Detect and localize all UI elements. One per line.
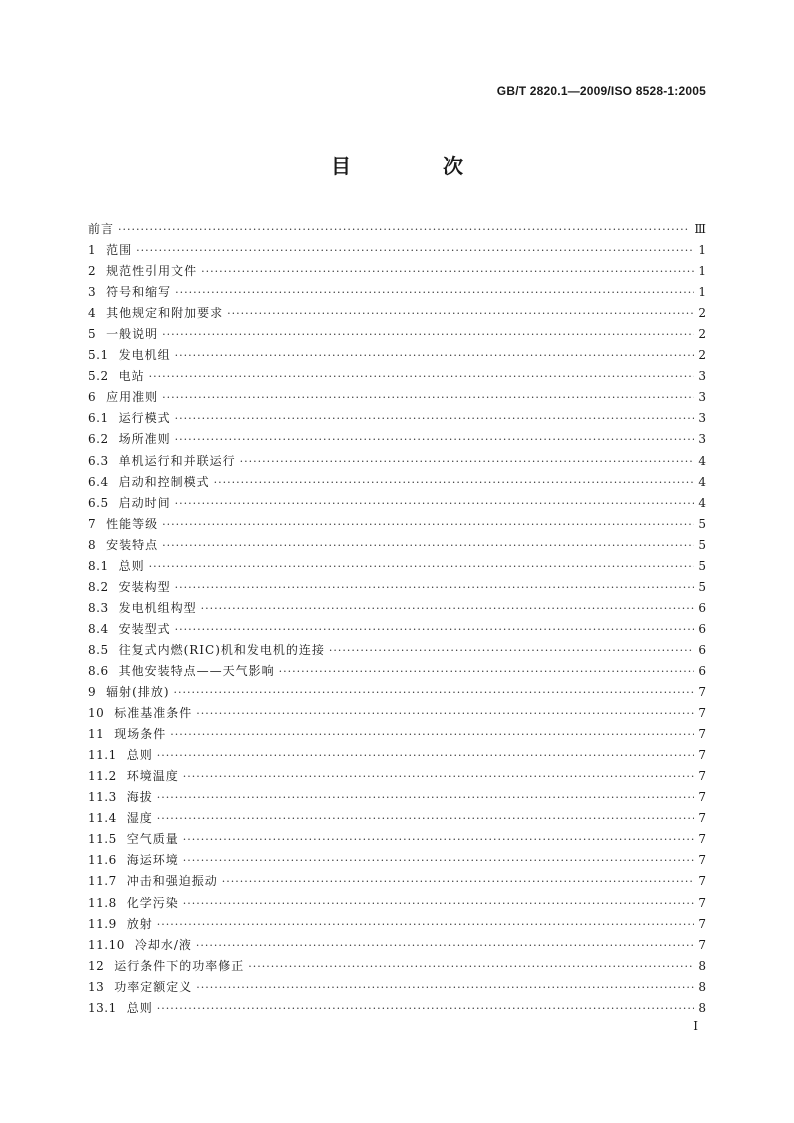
toc-entry[interactable] xyxy=(88,577,706,598)
toc-entry-number: 13 xyxy=(88,979,105,994)
toc-entry[interactable] xyxy=(88,766,706,787)
toc-entry-number: 11 xyxy=(88,727,105,742)
page-number: I xyxy=(693,1019,698,1033)
toc-entry-title: 一般说明 xyxy=(106,327,159,342)
toc-entry-number: 5 xyxy=(88,327,97,342)
toc-entry[interactable] xyxy=(88,282,706,303)
toc-entry-page: 5 xyxy=(698,558,706,573)
toc-entry-title: 湿度 xyxy=(126,811,153,826)
toc-dot-leader xyxy=(196,703,694,724)
toc-entry-number: 8.4 xyxy=(88,621,109,636)
toc-entry-number: 8.2 xyxy=(88,579,109,594)
toc-entry-page: 8 xyxy=(698,1000,706,1015)
document-code: GB/T 2820.1—2009/ISO 8528-1:2005 xyxy=(496,84,706,98)
toc-dot-leader xyxy=(157,745,694,766)
toc-entry[interactable] xyxy=(88,787,706,808)
toc-dot-leader xyxy=(157,914,694,935)
toc-entry-title: 海运环境 xyxy=(126,853,179,868)
toc-entry[interactable] xyxy=(88,661,706,682)
toc-entry-title: 其他规定和附加要求 xyxy=(106,306,224,321)
toc-entry-title: 前言 xyxy=(88,222,115,236)
toc-entry-page: 1 xyxy=(698,243,706,258)
toc-dot-leader xyxy=(183,893,694,914)
toc-dot-leader xyxy=(162,387,694,408)
toc-entry-number: 8.5 xyxy=(88,642,109,657)
toc-entry-page: 3 xyxy=(698,411,706,426)
toc-entry[interactable] xyxy=(88,871,706,892)
toc-entry-page: 4 xyxy=(698,495,706,510)
toc-entry-number: 6.2 xyxy=(88,432,109,447)
toc-entry-number: 13.1 xyxy=(88,1000,117,1015)
toc-entry-title: 海拔 xyxy=(126,790,153,805)
toc-dot-leader xyxy=(162,535,694,556)
toc-entry-number: 7 xyxy=(88,516,97,531)
toc-dot-leader xyxy=(183,850,694,871)
toc-entry-title: 现场条件 xyxy=(114,727,167,742)
toc-entry[interactable] xyxy=(88,956,706,977)
toc-entry[interactable] xyxy=(88,682,706,703)
toc-entry[interactable] xyxy=(88,850,706,871)
toc-entry-page: 4 xyxy=(698,453,706,468)
toc-entry-number: 2 xyxy=(88,264,97,279)
toc-entry-title: 空气质量 xyxy=(126,832,179,847)
toc-entry-number: 11.6 xyxy=(88,853,117,868)
toc-dot-leader xyxy=(201,261,694,282)
toc-entry-page: 7 xyxy=(698,874,706,889)
toc-entry[interactable] xyxy=(88,261,706,282)
toc-dot-leader xyxy=(170,724,694,745)
toc-entry-page: 2 xyxy=(698,306,706,321)
toc-entry-number: 6.5 xyxy=(88,495,109,510)
toc-entry-number: 11.2 xyxy=(88,769,117,784)
toc-entry-number: 11.5 xyxy=(88,832,117,847)
toc-entry-title: 功率定额定义 xyxy=(114,979,193,994)
toc-entry-title: 发电机组 xyxy=(118,348,171,363)
toc-entry[interactable] xyxy=(88,914,706,935)
toc-entry-title: 化学污染 xyxy=(126,895,179,910)
toc-entry[interactable] xyxy=(88,724,706,745)
toc-entry[interactable] xyxy=(88,514,706,535)
toc-dot-leader xyxy=(175,345,694,366)
toc-entry-number: 6.3 xyxy=(88,453,109,468)
toc-entry-title: 总则 xyxy=(126,748,153,763)
toc-entry-page: 3 xyxy=(698,369,706,384)
toc-entry-number: 8.3 xyxy=(88,600,109,615)
toc-entry[interactable] xyxy=(88,556,706,577)
toc-entry[interactable] xyxy=(88,640,706,661)
toc-entry-number: 12 xyxy=(88,958,105,973)
toc-dot-leader xyxy=(196,977,694,998)
toc-entry-page: 6 xyxy=(698,642,706,657)
toc-entry[interactable] xyxy=(88,240,706,261)
toc-dot-leader xyxy=(175,619,694,640)
toc-dot-leader xyxy=(157,998,694,1019)
toc-entry-number: 1 xyxy=(88,243,97,258)
toc-dot-leader xyxy=(201,598,694,619)
toc-dot-leader xyxy=(222,871,694,892)
toc-entry[interactable] xyxy=(88,893,706,914)
toc-entry-number: 10 xyxy=(88,706,105,721)
toc-entry[interactable] xyxy=(88,493,706,514)
toc-entry-title: 安装型式 xyxy=(118,621,171,636)
toc-entry[interactable] xyxy=(88,219,706,240)
toc-dot-leader xyxy=(175,282,694,303)
toc-entry[interactable] xyxy=(88,935,706,956)
toc-entry-title: 单机运行和并联运行 xyxy=(118,453,236,468)
toc-dot-leader xyxy=(118,219,690,240)
toc-entry-number: 11.9 xyxy=(88,916,117,931)
toc-dot-leader xyxy=(183,829,694,850)
toc-entry-title: 性能等级 xyxy=(106,516,159,531)
toc-entry-page: 4 xyxy=(698,474,706,489)
toc-entry-page: 5 xyxy=(698,516,706,531)
toc-entry-title: 安装特点 xyxy=(106,537,159,552)
toc-entry-number: 9 xyxy=(88,685,97,700)
toc-entry[interactable] xyxy=(88,619,706,640)
toc-dot-leader xyxy=(279,661,694,682)
toc-entry-number: 5.1 xyxy=(88,348,109,363)
toc-entry-number: 11.1 xyxy=(88,748,117,763)
toc-entry-page: 6 xyxy=(698,663,706,678)
toc-entry-page: 7 xyxy=(698,727,706,742)
toc-entry-title: 总则 xyxy=(118,558,145,573)
toc-entry-page: 8 xyxy=(698,958,706,973)
toc-entry-page: 7 xyxy=(698,769,706,784)
toc-entry-number: 11.8 xyxy=(88,895,117,910)
toc-dot-leader xyxy=(175,429,694,450)
toc-dot-leader xyxy=(174,682,694,703)
toc-entry-page: 5 xyxy=(698,579,706,594)
toc-entry-title: 范围 xyxy=(106,243,133,258)
toc-entry-page: 7 xyxy=(698,832,706,847)
toc-entry-title: 辐射(排放) xyxy=(106,685,170,700)
toc-entry[interactable] xyxy=(88,303,706,324)
toc-entry-title: 启动时间 xyxy=(118,495,171,510)
table-of-contents xyxy=(88,219,706,1019)
toc-entry-page: 7 xyxy=(698,811,706,826)
toc-entry-page: 3 xyxy=(698,390,706,405)
toc-entry[interactable] xyxy=(88,998,706,1019)
toc-dot-leader xyxy=(175,577,694,598)
toc-entry[interactable] xyxy=(88,745,706,766)
toc-entry-page: Ⅲ xyxy=(694,222,706,236)
toc-entry-title: 场所准则 xyxy=(118,432,171,447)
toc-entry-title: 标准基准条件 xyxy=(114,706,193,721)
toc-dot-leader xyxy=(157,808,694,829)
toc-entry-page: 3 xyxy=(698,432,706,447)
toc-entry-title: 规范性引用文件 xyxy=(106,264,198,279)
toc-entry-page: 2 xyxy=(698,348,706,363)
toc-dot-leader xyxy=(329,640,694,661)
toc-entry-number: 6.4 xyxy=(88,474,109,489)
toc-entry-page: 7 xyxy=(698,685,706,700)
toc-entry-page: 7 xyxy=(698,706,706,721)
toc-entry[interactable] xyxy=(88,408,706,429)
toc-entry-number: 11.7 xyxy=(88,874,117,889)
toc-entry-number: 3 xyxy=(88,285,97,300)
toc-entry-title: 安装构型 xyxy=(118,579,171,594)
toc-dot-leader xyxy=(240,451,694,472)
toc-dot-leader xyxy=(157,787,694,808)
page-title: 目 次 xyxy=(331,154,499,178)
toc-entry-number: 6.1 xyxy=(88,411,109,426)
toc-dot-leader xyxy=(136,240,694,261)
toc-entry[interactable] xyxy=(88,703,706,724)
toc-entry[interactable] xyxy=(88,451,706,472)
toc-entry-title: 其他安装特点——天气影响 xyxy=(118,663,275,678)
toc-entry[interactable] xyxy=(88,977,706,998)
toc-entry[interactable] xyxy=(88,387,706,408)
toc-entry-number: 5.2 xyxy=(88,369,109,384)
toc-entry-title: 运行模式 xyxy=(118,411,171,426)
toc-dot-leader xyxy=(162,324,694,345)
toc-dot-leader xyxy=(227,303,694,324)
toc-dot-leader xyxy=(214,472,694,493)
toc-entry[interactable] xyxy=(88,472,706,493)
toc-entry-title: 冷却水/液 xyxy=(134,937,192,952)
toc-entry-page: 6 xyxy=(698,600,706,615)
toc-entry-page: 7 xyxy=(698,853,706,868)
toc-dot-leader xyxy=(175,408,694,429)
toc-entry-number: 8 xyxy=(88,537,97,552)
toc-entry[interactable] xyxy=(88,535,706,556)
toc-entry-title: 符号和缩写 xyxy=(106,285,172,300)
toc-entry-number: 6 xyxy=(88,390,97,405)
toc-dot-leader xyxy=(196,935,694,956)
toc-entry-number: 4 xyxy=(88,306,97,321)
toc-entry-title: 启动和控制模式 xyxy=(118,474,210,489)
toc-entry-title: 放射 xyxy=(126,916,153,931)
toc-entry-title: 往复式内燃(RIC)机和发电机的连接 xyxy=(118,642,325,657)
toc-entry-number: 11.3 xyxy=(88,790,117,805)
toc-entry[interactable] xyxy=(88,829,706,850)
toc-entry-number: 11.10 xyxy=(88,937,125,952)
toc-dot-leader xyxy=(175,493,694,514)
toc-entry-title: 运行条件下的功率修正 xyxy=(114,958,245,973)
toc-entry-page: 7 xyxy=(698,895,706,910)
toc-dot-leader xyxy=(149,366,694,387)
toc-entry-page: 6 xyxy=(698,621,706,636)
toc-entry-page: 1 xyxy=(698,264,706,279)
toc-entry-title: 电站 xyxy=(118,369,145,384)
toc-entry[interactable] xyxy=(88,808,706,829)
toc-entry-page: 7 xyxy=(698,790,706,805)
toc-entry-title: 环境温度 xyxy=(126,769,179,784)
toc-dot-leader xyxy=(248,956,694,977)
toc-entry-page: 7 xyxy=(698,937,706,952)
toc-entry-page: 1 xyxy=(698,285,706,300)
toc-entry-page: 7 xyxy=(698,916,706,931)
toc-entry[interactable] xyxy=(88,324,706,345)
toc-entry[interactable] xyxy=(88,598,706,619)
toc-entry[interactable] xyxy=(88,345,706,366)
toc-entry-title: 发电机组构型 xyxy=(118,600,197,615)
toc-entry-title: 冲击和强迫振动 xyxy=(126,874,218,889)
toc-entry[interactable] xyxy=(88,366,706,387)
toc-entry-page: 7 xyxy=(698,748,706,763)
toc-entry[interactable] xyxy=(88,429,706,450)
toc-entry-page: 2 xyxy=(698,327,706,342)
toc-dot-leader xyxy=(149,556,694,577)
toc-dot-leader xyxy=(183,766,694,787)
toc-entry-number: 8.1 xyxy=(88,558,109,573)
toc-entry-page: 8 xyxy=(698,979,706,994)
toc-entry-title: 总则 xyxy=(126,1000,153,1015)
toc-entry-number: 11.4 xyxy=(88,811,117,826)
toc-entry-page: 5 xyxy=(698,537,706,552)
toc-entry-title: 应用准则 xyxy=(106,390,159,405)
toc-dot-leader xyxy=(162,514,694,535)
toc-entry-number: 8.6 xyxy=(88,663,109,678)
